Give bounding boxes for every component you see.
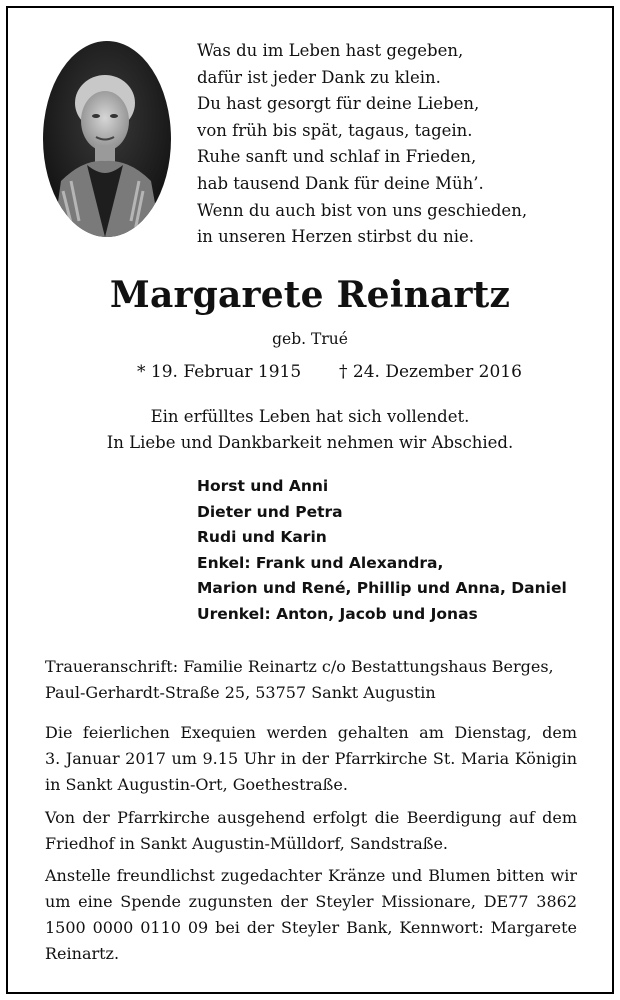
portrait-photo — [43, 41, 171, 237]
exequies-line: in Sankt Augustin-Ort, Goethestraße. — [45, 775, 348, 794]
exequies-line: 3. Januar 2017 um 9.15 Uhr in der Pfarrkirche St. Maria Königin — [45, 749, 577, 768]
poem-line: Wenn du auch bist von uns geschieden, — [197, 200, 528, 220]
mourner-entry: Horst und Anni — [197, 477, 329, 495]
maiden-name: geb. Trué — [272, 330, 348, 348]
burial-info — [45, 805, 577, 857]
mourner-entry: Marion und René, Phillip und Anna, Daniel — [197, 579, 567, 598]
death-date: † 24. Dezember 2016 — [339, 362, 522, 382]
poem-line: von früh bis spät, tagaus, tagein. — [197, 120, 473, 140]
poem-line: Was du im Leben hast gegeben, — [197, 41, 464, 60]
obituary-card — [6, 6, 614, 994]
mourner-entry: Enkel: Frank und Alexandra, — [197, 553, 444, 572]
exequies-info — [45, 720, 577, 798]
closing-line: Ein erfülltes Leben hat sich vollendet. — [150, 407, 470, 426]
memorial-poem — [197, 38, 577, 251]
closing-statement — [8, 404, 612, 456]
mourner-entry: Urenkel: Anton, Jacob und Jonas — [197, 604, 478, 623]
donation-line: um eine Spende zugunsten der Steyler Missionare, DE77 3862 — [45, 892, 577, 911]
poem-line: Ruhe sanft und schlaf in Frieden, — [197, 147, 477, 167]
poem-line: in unseren Herzen stirbst du nie. — [197, 227, 475, 247]
address-line: Paul-Gerhardt-Straße 25, 53757 Sankt Augustin — [45, 683, 436, 702]
donation-line: Reinartz. — [45, 944, 120, 963]
burial-line: Von der Pfarrkirche ausgehend erfolgt die Beerdigung auf dem — [45, 808, 577, 827]
burial-line: Friedhof in Sankt Augustin-Mülldorf, Sandstraße. — [45, 834, 449, 853]
poem-line: Du hast gesorgt für deine Lieben, — [197, 94, 480, 114]
donation-line: 1500 0000 0110 09 bei der Steyler Bank, Kennwort: Margarete — [45, 918, 577, 937]
mourner-entry: Rudi und Karin — [197, 528, 327, 547]
mourning-address — [45, 654, 577, 706]
donation-line: Anstelle freundlichst zugedachter Kränze und Blumen bitten wir — [45, 866, 577, 885]
donation-request — [45, 863, 577, 967]
mourners-list — [197, 474, 567, 628]
exequies-line: Die feierlichen Exequien werden gehalten am Dienstag, dem — [45, 723, 577, 742]
mourner-entry: Dieter und Petra — [197, 502, 343, 521]
closing-line: In Liebe und Dankbarkeit nehmen wir Abschied. — [106, 433, 514, 452]
poem-line: dafür ist jeder Dank zu klein. — [197, 67, 441, 87]
deceased-name: Margarete Reinartz — [109, 274, 511, 316]
address-line: Traueranschrift: Familie Reinartz c/o Bestattungshaus Berges, — [45, 657, 554, 676]
portrait-image — [43, 41, 171, 237]
birth-date: * 19. Februar 1915 — [137, 362, 302, 382]
poem-line: hab tausend Dank für deine Müh’. — [197, 173, 484, 193]
